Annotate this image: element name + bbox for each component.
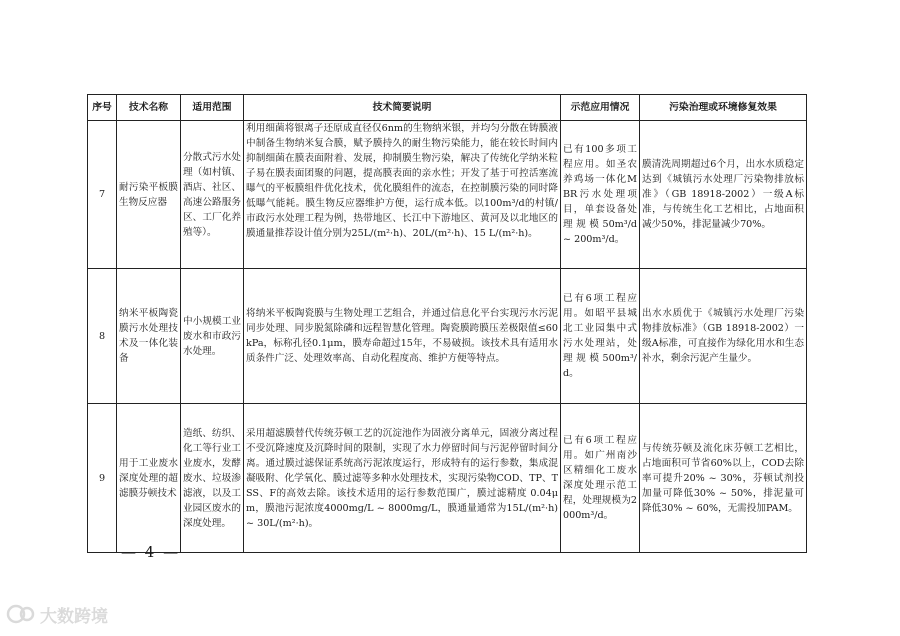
effect: 膜清洗周期超过6个月，出水水质稳定达到《城镇污水处理厂污染物排放标准》（GB 18918-2002）一级A标准，与传统生化工艺相比，占地面积减少50%，排泥量减少70%。 xyxy=(640,121,807,269)
technology-table xyxy=(87,94,807,553)
header-description: 技术简要说明 xyxy=(244,95,561,121)
description: 利用细菌将银离子还原成直径仅6nm的生物纳米银，并均匀分散在铸膜液中制备生物纳米复合膜，赋予膜持久的耐生物污染能力，能在较长时间内抑制细菌在膜表面附着、发展，抑制膜生物污染，解决了传统化学纳米粒子易在膜表面团聚的问题，提高膜表面的亲水性；开发了基于可控活塞流曝气的平板膜组件优化技术，优化膜组件的流态，在控制膜污染的同时降低曝气能耗。膜生物反应器维护方便，运行成本低。以100m³/d的村镇/市政污水处理工程为例，热带地区、长江中下游地区、黄河及以北地区的膜通量推荐设计值分别为25L/(m²·h)、20L/(m²·h)、15 L/(m²·h)。 xyxy=(244,121,561,269)
page-number: — 4 — xyxy=(121,543,181,561)
table-row xyxy=(88,404,807,553)
row-number: 9 xyxy=(88,404,117,553)
header-scope: 适用范围 xyxy=(181,95,244,121)
demo-application: 已有6项工程应用。如广州南沙区精细化工废水深度处理示范工程，处理规模为2000m³/d。 xyxy=(561,404,640,553)
demo-application: 已有6项工程应用。如昭平县城北工业园集中式污水处理站，处理规模500m³/d。 xyxy=(561,269,640,404)
watermark-text: 大数跨境 xyxy=(40,606,108,627)
watermark-logo-icon xyxy=(6,602,36,626)
header-tech-name: 技术名称 xyxy=(117,95,181,121)
tech-name: 用于工业废水深度处理的超滤膜芬顿技术 xyxy=(117,404,181,553)
header-effect: 污染治理或环境修复效果 xyxy=(640,95,807,121)
description: 采用超滤膜替代传统芬顿工艺的沉淀池作为固液分离单元，固液分离过程不受沉降速度及沉降时间的限制，实现了水力停留时间与污泥停留时间分离。通过膜过滤保证系统高污泥浓度运行，形成特有的运行参数，集成混凝吸附、化学氧化、膜过滤等多种水处理技术，实现污染物COD、TP、TSS、F的高效去除。该技术适用的运行参数范围广，膜过滤精度 0.04μm，膜池污泥浓度4000mg/L ~ 8000mg/L，膜通量通常为15L/(m²·h) ~ 30L/(m²·h)。 xyxy=(244,404,561,553)
description: 将纳米平板陶瓷膜与生物处理工艺组合，并通过信息化平台实现污水污泥同步处理、同步脱氮除磷和远程智慧化管理。陶瓷膜跨膜压差极限值≤60kPa，标称孔径0.1μm，膜寿命超过15年，不易破损。该技术具有适用水质条件广泛、处理效率高、自动化程度高、维护方便等特点。 xyxy=(244,269,561,404)
row-number: 8 xyxy=(88,269,117,404)
tech-name: 纳米平板陶瓷膜污水处理技术及一体化装备 xyxy=(117,269,181,404)
effect: 与传统芬顿及流化床芬顿工艺相比，占地面积可节省60%以上，COD去除率可提升20% ~ 30%，芬顿试剂投加量可降低30% ~ 50%，排泥量可降低30% ~ 60%，无需投加PAM。 xyxy=(640,404,807,553)
tech-name: 耐污染平板膜生物反应器 xyxy=(117,121,181,269)
scope: 分散式污水处理（如村镇、酒店、社区、高速公路服务区、工厂化养殖等）。 xyxy=(181,121,244,269)
header-no: 序号 xyxy=(88,95,117,121)
watermark xyxy=(6,600,108,628)
scope: 造纸、纺织、化工等行业工业废水，发酵废水、垃圾渗滤液，以及工业园区废水的深度处理。 xyxy=(181,404,244,553)
demo-application: 已有100多项工程应用。如圣农养鸡场一体化MBR污水处理项目，单套设备处理规模50m³/d ~ 200m³/d。 xyxy=(561,121,640,269)
table-row xyxy=(88,269,807,404)
scope: 中小规模工业废水和市政污水处理。 xyxy=(181,269,244,404)
table-header-row xyxy=(88,95,807,121)
row-number: 7 xyxy=(88,121,117,269)
table-row xyxy=(88,121,807,269)
header-demo-application: 示范应用情况 xyxy=(561,95,640,121)
effect: 出水水质优于《城镇污水处理厂污染物排放标准》（GB 18918-2002）一级A标准，可直接作为绿化用水和生态补水，剩余污泥产生量少。 xyxy=(640,269,807,404)
